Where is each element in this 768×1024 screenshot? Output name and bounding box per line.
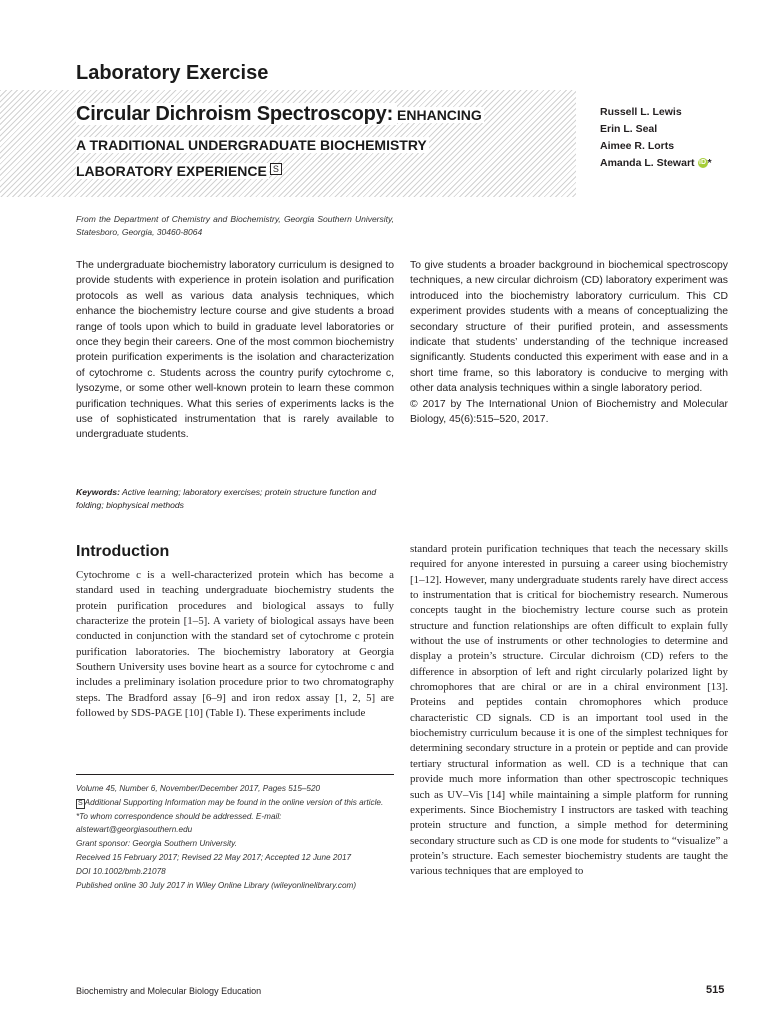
supporting-info-marker[interactable]: S [270,163,282,175]
title-main: Circular Dichroism Spectroscopy: [76,103,397,125]
keywords-text: Active learning; laboratory exercises; protein structure function and folding; biophysical methods [76,487,377,510]
footnote-grant: Grant sponsor: Georgia Southern University. [76,839,237,849]
title-line3: LABORATORY EXPERIENCE [76,163,267,179]
page-number: 515 [706,984,725,996]
author-corresponding [600,155,712,172]
footnote-dates: Received 15 February 2017; Revised 22 May 2017; Accepted 12 June 2017 [76,852,352,862]
introduction-left-column: Cytochrome c is a well-characterized protein which has become a standard used in teaching undergraduate biochemistry students the protein purification procedures and biological assays to fully characterize the protein [1–5]. A variety of biological assays have been conducted in conjunction with the standard set of cytochrome c protein purification laboratories. The biochemistry laboratory at Georgia Southern University uses bovine heart as a source for cytochrome c and includes a preliminary isolation procedure prior to two chromatography steps. The Bradford assay [6–9] and iron redox assay [1, 2, 5] are followed by SDS-PAGE [10] (Table I). These experiments include [76,569,394,720]
footnote-supporting-info: S Additional Supporting Information may be found in the online version of this article. [78,797,384,807]
orcid-icon[interactable]: iD [699,159,707,167]
footnote-published: Published online 30 July 2017 in Wiley Online Library (wileyonlinelibrary.com) [76,880,357,890]
abstract-right-text: To give students a broader background in biochemical spectroscopy techniques, a new circular dichroism (CD) laboratory experiment was introduced into the biochemistry laboratory curriculum. This CD experiment provides students with a means of conceptualizing the secondary structure of their purified protein, and assessments indicate that students’ understanding of the technique increased significantly. Students conducted this experiment with ease and in a short time frame, so this laboratory is conducive to merging with other data analysis techniques within a single laboratory period. [410,260,728,395]
keywords [76,486,394,512]
author-name: Erin L. Seal [600,123,658,135]
author-list [600,104,712,172]
abstract-right [410,258,728,427]
footnote-volume: Volume 45, Number 6, November/December 2017, Pages 515–520 [76,784,321,793]
introduction-heading: Introduction [76,543,170,560]
abstract-left: The undergraduate biochemistry laboratory curriculum is designed to provide students with experience in protein isolation and purification protocols as well as various data analysis techniques, which enhance the biochemistry lecture course and give students a broad range of tools upon which to build in graduate level laboratories or once they begin their careers. One of the most common biochemistry protein purification experiments is the isolation and characterization of cytochrome c. Students across the country purify cytochrome c, lysozyme, or some other well-known protein to learn these common purification techniques. What this series of experiments lacks is the use of sophisticated instrumentation that is rarely available to undergraduate students. [76,260,394,441]
author-name: Aimee R. Lorts [600,140,675,152]
footnote-doi[interactable]: DOI 10.1002/bmb.21078 [76,866,166,876]
corresponding-mark: * [707,157,712,169]
supporting-info-marker[interactable]: S [78,799,83,807]
footnote-divider [76,774,394,775]
copyright: © 2017 by The International Union of Biochemistry and Molecular Biology, 45(6):515–520, 2017. [410,398,728,426]
title-line1-rest: ENHANCING [397,107,482,123]
footnotes [76,782,394,892]
affiliation: From the Department of Chemistry and Biochemistry, Georgia Southern University, Statesboro, Georgia, 30460-8064 [76,214,394,237]
section-label: Laboratory Exercise [76,62,269,84]
title-line2: A TRADITIONAL UNDERGRADUATE BIOCHEMISTRY [76,137,427,153]
introduction-right-column: standard protein purification techniques that teach the necessary skills required for anyone interested in pursuing a career using biochemistry [1–12]. However, many undergraduate students rarely have direct access to instrumentation that is critical for biochemistry research. Numerous concepts taught in the biochemistry lecture course such as protein structure and function relationships are often difficult to explain fully without the use of instruments or other technologies to determine and display a protein’s structure. Circular dichroism (CD) refers to the difference in absorption of left and right circularly polarized light by chromophores that are chiral or are in a chiral environment [13]. Proteins and peptides contain chromophores which produce characteristic CD signals. CD is an important tool used in the biochemistry curriculum because it is one of the simplest techniques for determining secondary structure in a protein or peptide and can provide tertiary structural information as well. CD is a technique that can provide much more information than other spectroscopic techniques such as UV–Vis [14] while maintaining a simple platform for running experiments. Since Biochemistry I instructors are tasked with teaching protein structure and function, a simple method for determining secondary structure such as CD is one mode for students to “visualize” a protein’s structure. Each semester biochemistry students are taught the various techniques that are employed to [410,543,728,878]
author-name: Russell L. Lewis [600,106,682,118]
keywords-label: Keywords: [76,487,120,497]
footnote-correspondence: *To whom correspondence should be addressed. E-mail: alstewart@georgiasouthern.edu [76,811,282,835]
author-name: Amanda L. Stewart [600,157,695,169]
journal-name: Biochemistry and Molecular Biology Education [76,986,262,996]
